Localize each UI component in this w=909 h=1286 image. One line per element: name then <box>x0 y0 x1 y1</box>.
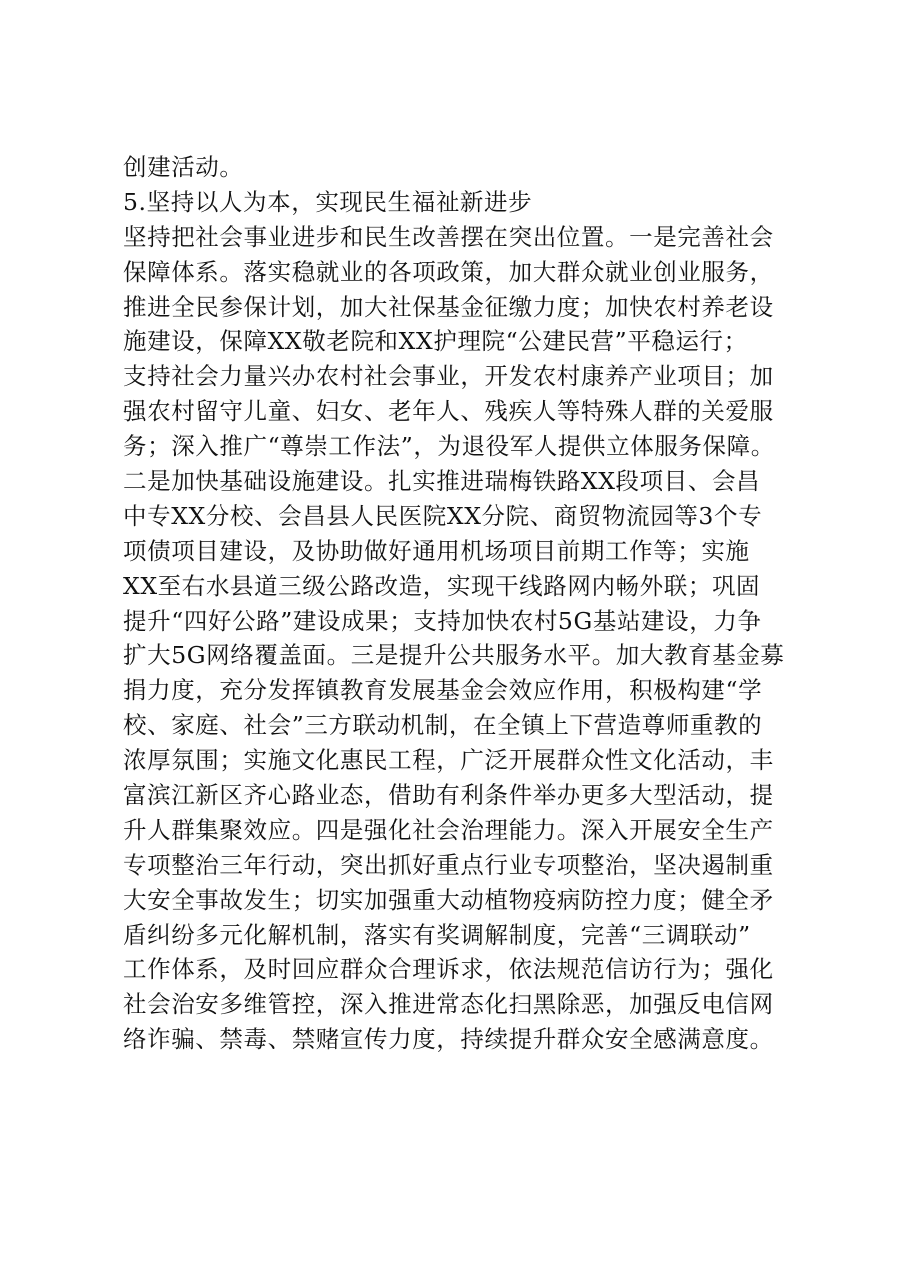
text-line: 络诈骗、禁毒、禁赌宣传力度，持续提升群众安全感满意度。 <box>123 1025 774 1054</box>
text-line: 富滨江新区齐心路业态，借助有利条件举办更多大型活动，提 <box>123 781 774 810</box>
text-line: 务；深入推广“尊崇工作法”，为退役军人提供立体服务保障。 <box>123 432 775 461</box>
text-line: 社会治安多维管控，深入推进常态化扫黑除恶，加强反电信网 <box>123 990 774 1019</box>
text-line: 捐力度，充分发挥镇教育发展基金会效应作用，积极构建“学 <box>123 676 763 705</box>
text-line: 项债项目建设，及协助做好通用机场项目前期工作等；实施 <box>123 536 750 565</box>
text-line: 大安全事故发生；切实加强重大动植物疫病防控力度；健全矛 <box>123 885 774 914</box>
text-line: 中专XX分校、会昌县人民医院XX分院、商贸物流园等3个专 <box>123 501 763 530</box>
document-body <box>123 150 803 1057</box>
text-line: 升人群集聚效应。四是强化社会治理能力。深入开展安全生产 <box>123 815 774 844</box>
text-line: 施建设，保障XX敬老院和XX护理院“公建民营”平稳运行； <box>123 327 748 356</box>
text-line: 校、家庭、社会”三方联动机制，在全镇上下营造尊师重教的 <box>123 711 763 740</box>
text-line: 二是加快基础设施建设。扎实推进瑞梅铁路XX段项目、会昌 <box>123 467 761 496</box>
text-line: 保障体系。落实稳就业的各项政策，加大群众就业创业服务， <box>123 257 774 286</box>
text-line: 支持社会力量兴办农村社会事业，开发农村康养产业项目；加 <box>123 362 774 391</box>
text-line: XX至右水县道三级公路改造，实现干线路网内畅外联；巩固 <box>123 571 761 600</box>
text-line: 扩大5G网络覆盖面。三是提升公共服务水平。加大教育基金募 <box>123 641 785 670</box>
text-line: 专项整治三年行动，突出抓好重点行业专项整治，坚决遏制重 <box>123 850 774 879</box>
text-line: 盾纠纷多元化解机制，落实有奖调解制度，完善“三调联动” <box>123 920 751 949</box>
paragraph-first-line: 坚持把社会事业进步和民生改善摆在突出位置。一是完善社会 <box>123 222 774 251</box>
text-line: 浓厚氛围；实施文化惠民工程，广泛开展群众性文化活动，丰 <box>123 746 774 775</box>
text-line: 创建活动。 <box>123 153 244 181</box>
text-line: 提升“四好公路”建设成果；支持加快农村5G基站建设，力争 <box>123 606 762 635</box>
section-heading: 5.坚持以人为本，实现民生福祉新进步 <box>123 187 533 216</box>
text-line: 推进全民参保计划，加大社保基金征缴力度；加快农村养老设 <box>123 292 774 321</box>
text-line: 工作体系，及时回应群众合理诉求，依法规范信访行为；强化 <box>123 955 774 984</box>
text-line: 强农村留守儿童、妇女、老年人、残疾人等特殊人群的关爱服 <box>123 397 774 426</box>
